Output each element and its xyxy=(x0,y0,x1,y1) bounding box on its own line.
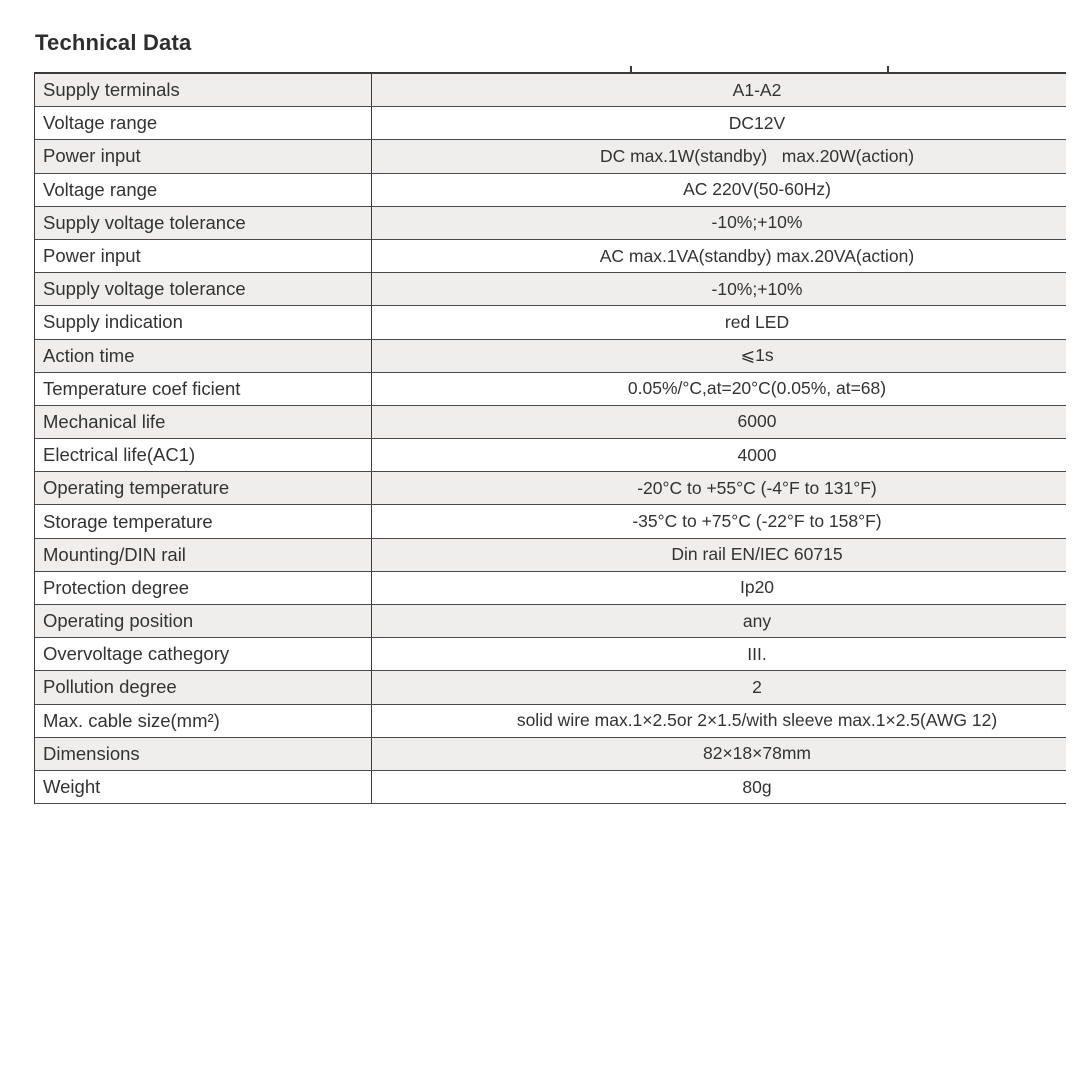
spec-label: Max. cable size(mm²) xyxy=(35,705,372,737)
table-row xyxy=(35,406,1066,439)
table-row xyxy=(35,140,1066,173)
table-row xyxy=(35,505,1066,538)
spec-value: 2 xyxy=(752,676,762,697)
table-row xyxy=(35,771,1066,804)
spec-label: Operating position xyxy=(35,605,372,637)
table-row xyxy=(35,240,1066,273)
spec-label: Voltage range xyxy=(35,107,372,139)
spec-value: -10%;+10% xyxy=(711,212,803,233)
table-row xyxy=(35,671,1066,704)
spec-label: Supply indication xyxy=(35,306,372,338)
spec-value: -35°C to +75°C (-22°F to 158°F) xyxy=(632,511,882,532)
spec-value: 4000 xyxy=(737,444,777,465)
table-rows xyxy=(35,74,1066,804)
spec-value: red LED xyxy=(724,311,790,332)
spec-value: any xyxy=(742,610,772,631)
spec-label: Pollution degree xyxy=(35,671,372,703)
spec-value: -20°C to +55°C (-4°F to 131°F) xyxy=(637,477,877,498)
table-row xyxy=(35,107,1066,140)
table-row xyxy=(35,638,1066,671)
spec-label: Electrical life(AC1) xyxy=(35,439,372,471)
spec-value: 80g xyxy=(742,776,772,797)
spec-value: solid wire max.1×2.5or 2×1.5/with sleeve max.1×2.5(AWG 12) xyxy=(516,710,998,731)
column-tick-mark xyxy=(887,66,889,74)
spec-value: AC 220V(50-60Hz) xyxy=(683,179,831,200)
table-row xyxy=(35,373,1066,406)
table-row xyxy=(35,738,1066,771)
page-title: Technical Data xyxy=(35,30,192,55)
table-row xyxy=(35,439,1066,472)
column-tick-mark xyxy=(630,66,632,74)
spec-value: AC max.1VA(standby) max.20VA(action) xyxy=(599,245,915,266)
spec-value: Ip20 xyxy=(739,577,775,598)
spec-label: Supply voltage tolerance xyxy=(35,207,372,239)
table-row xyxy=(35,572,1066,605)
spec-value: 82×18×78mm xyxy=(703,743,811,764)
spec-value: 0.05%/°C,at=20°C(0.05%, at=68) xyxy=(627,378,887,399)
spec-label: Power input xyxy=(35,240,372,272)
technical-data-table xyxy=(34,72,1066,804)
table-row xyxy=(35,273,1066,306)
table-row xyxy=(35,306,1066,339)
spec-label: Weight xyxy=(35,771,372,803)
spec-value: DC max.1W(standby) max.20W(action) xyxy=(599,145,915,166)
spec-value: -10%;+10% xyxy=(711,278,803,299)
spec-label: Operating temperature xyxy=(35,472,372,504)
spec-label: Overvoltage cathegory xyxy=(35,638,372,670)
spec-label: Power input xyxy=(35,140,372,172)
spec-value: Din rail EN/IEC 60715 xyxy=(671,544,843,565)
spec-label: Storage temperature xyxy=(35,505,372,537)
table-row xyxy=(35,605,1066,638)
spec-value: A1-A2 xyxy=(732,79,782,100)
table-row xyxy=(35,539,1066,572)
table-row xyxy=(35,340,1066,373)
table-row xyxy=(35,174,1066,207)
table-row xyxy=(35,207,1066,240)
spec-value: III. xyxy=(747,643,767,664)
spec-value: ⩽1s xyxy=(740,345,774,366)
table-row xyxy=(35,472,1066,505)
spec-label: Mechanical life xyxy=(35,406,372,438)
spec-label: Dimensions xyxy=(35,738,372,770)
spec-value: DC12V xyxy=(728,112,786,133)
table-row xyxy=(35,705,1066,738)
spec-label: Voltage range xyxy=(35,174,372,206)
spec-label: Supply terminals xyxy=(35,74,372,106)
spec-label: Supply voltage tolerance xyxy=(35,273,372,305)
table-row xyxy=(35,74,1066,107)
spec-value: 6000 xyxy=(737,411,777,432)
spec-label: Mounting/DIN rail xyxy=(35,539,372,571)
spec-label: Temperature coef ficient xyxy=(35,373,372,405)
spec-label: Action time xyxy=(35,340,372,372)
spec-label: Protection degree xyxy=(35,572,372,604)
